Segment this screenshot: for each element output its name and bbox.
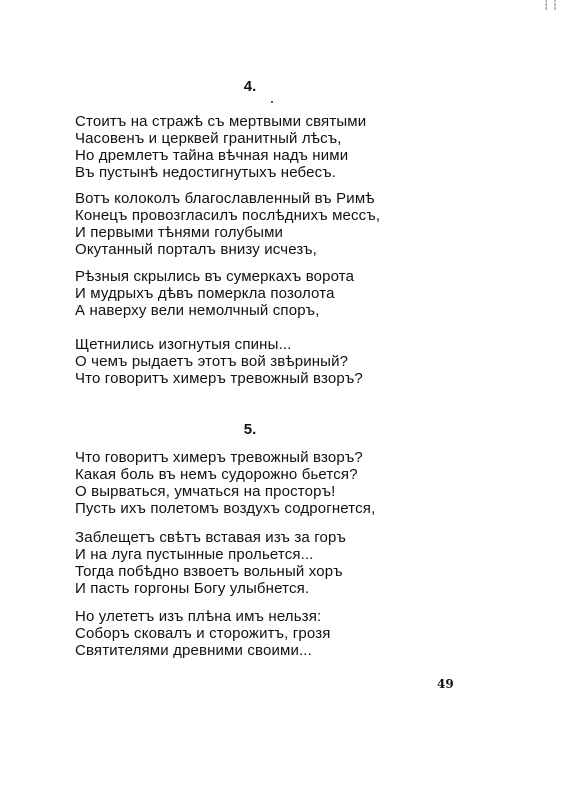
stanza bbox=[75, 268, 354, 319]
stanza bbox=[75, 113, 366, 181]
stanza bbox=[75, 608, 331, 659]
verse-line: Часовенъ и церквей гранитный лѣсъ, bbox=[75, 130, 342, 147]
verse-line: Вотъ колоколъ благославленный въ Римѣ bbox=[75, 190, 375, 207]
verse-line: Пусть ихъ полетомъ воздухъ содрогнется, bbox=[75, 500, 376, 517]
verse-line: Конецъ провозгласилъ послѣднихъ мессъ, bbox=[75, 207, 381, 224]
verse-line: Что говоритъ химеръ тревожный взоръ? bbox=[75, 370, 363, 387]
verse-line: Святителями древними своими... bbox=[75, 642, 312, 659]
verse-line: И пасть горгоны Богу улыбнется. bbox=[75, 580, 310, 597]
ink-speck bbox=[271, 101, 273, 103]
verse-line: О вырваться, умчаться на просторъ! bbox=[75, 483, 336, 500]
verse-line: Стоитъ на стражѣ съ мертвыми святыми bbox=[75, 113, 367, 130]
stanza bbox=[75, 336, 363, 387]
corner-scan-mark: ┆ ┆ bbox=[543, 0, 558, 11]
verse-line: Что говоритъ химеръ тревожный взоръ? bbox=[75, 449, 363, 466]
verse-line: И первыми тѣнями голубыми bbox=[75, 224, 284, 241]
stanza bbox=[75, 449, 375, 517]
verse-line: А наверху вели немолчный споръ, bbox=[75, 302, 320, 319]
verse-line: Тогда побѣдно взвоетъ вольный хоръ bbox=[75, 563, 343, 580]
verse-line: Заблещетъ свѣтъ вставая изъ за горъ bbox=[75, 529, 347, 546]
verse-line: И мудрыхъ дѣвъ померкла позолота bbox=[75, 285, 335, 302]
section-number: 5. bbox=[243, 421, 257, 438]
verse-line: Въ пустынѣ недостигнутыхъ небесъ. bbox=[75, 164, 337, 181]
verse-line: Окутанный порталъ внизу исчезъ, bbox=[75, 241, 317, 258]
verse-line: Но дремлетъ тайна вѣчная надъ ними bbox=[75, 147, 349, 164]
stanza bbox=[75, 529, 346, 597]
verse-line: И на луга пустынные прольется... bbox=[75, 546, 314, 563]
verse-line: Соборъ сковалъ и сторожитъ, грозя bbox=[75, 625, 331, 642]
verse-line: Какая боль въ немъ судорожно бьется? bbox=[75, 466, 358, 483]
stanza bbox=[75, 190, 380, 258]
verse-line: О чемъ рыдаетъ этотъ вой звѣриный? bbox=[75, 353, 349, 370]
section-number: 4. bbox=[243, 78, 257, 95]
verse-line: Но улететъ изъ плѣна имъ нельзя: bbox=[75, 608, 322, 625]
verse-line: Рѣзныя скрылись въ сумеркахъ ворота bbox=[75, 268, 355, 285]
page-number: 49 bbox=[437, 677, 454, 691]
verse-line: Щетнились изогнутыя спины... bbox=[75, 336, 292, 353]
